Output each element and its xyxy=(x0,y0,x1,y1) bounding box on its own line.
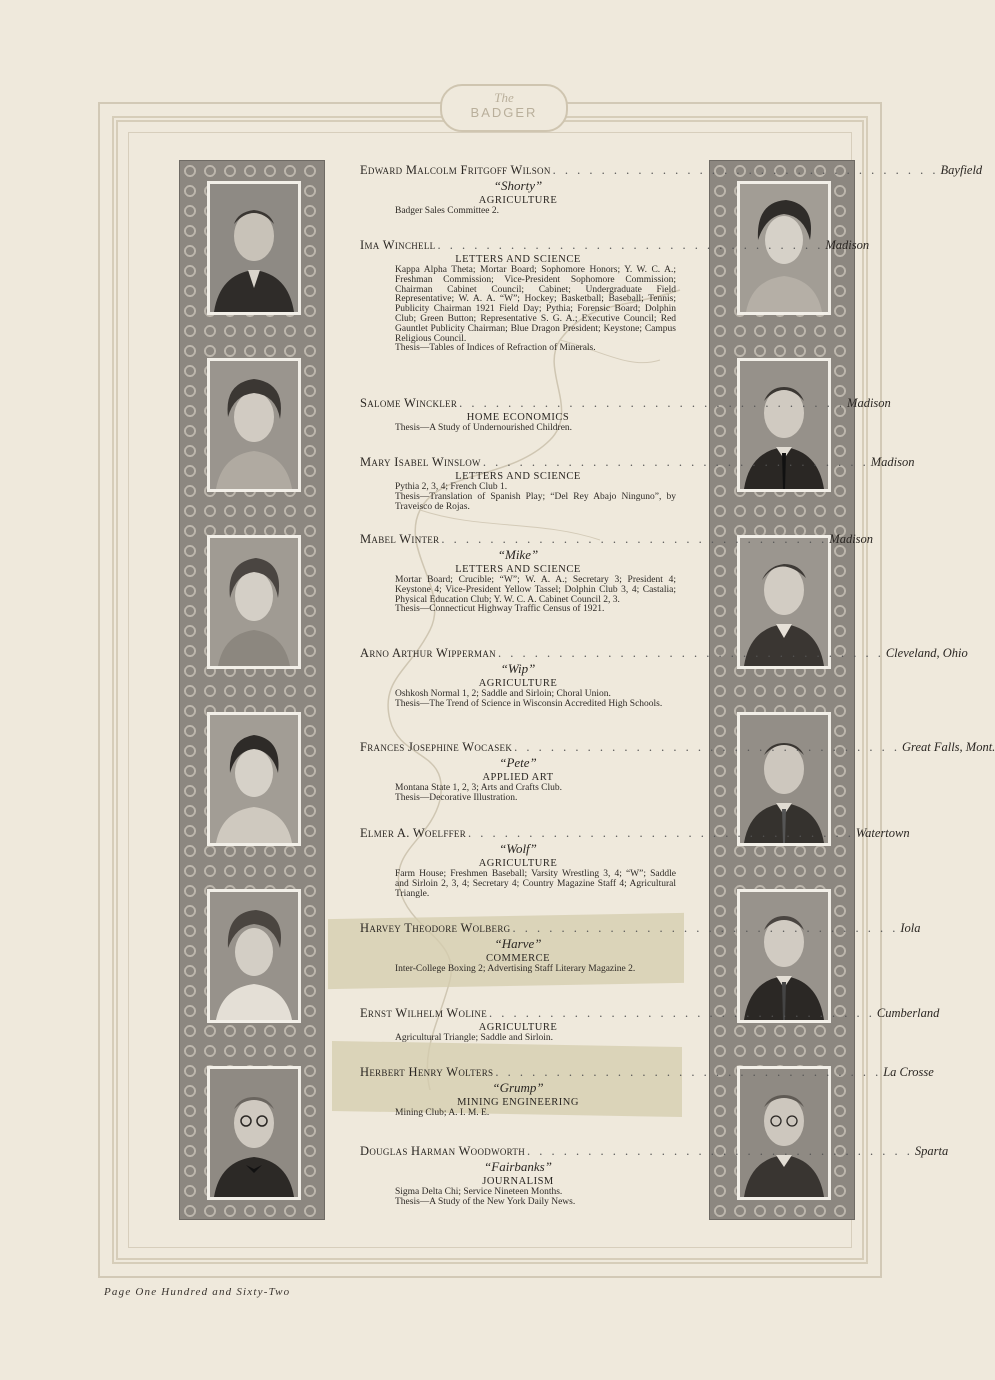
hometown: Cumberland xyxy=(876,1006,940,1020)
activity-line: Thesis—A Study of the New York Daily News. xyxy=(395,1196,576,1207)
portrait-photo xyxy=(737,889,831,1023)
course: AGRICULTURE xyxy=(478,678,558,689)
student-name: Douglas Harman Woodworth xyxy=(360,1144,526,1158)
leader-dots: . . . . . . . . . . . . . . . . . . . . . . . . . . . . . . . . xyxy=(468,826,854,840)
badger-header-logo xyxy=(440,84,568,132)
course: AGRICULTURE xyxy=(478,858,558,869)
student-name: Herbert Henry Wolters xyxy=(360,1065,494,1079)
leader-dots: . . . . . . . . . . . . . . . . . . . . . . . . . . . . . . . . xyxy=(441,532,828,546)
student-entry xyxy=(360,739,995,804)
student-entry xyxy=(360,1064,934,1119)
activities xyxy=(395,1188,676,1208)
student-entry xyxy=(360,531,874,615)
activities xyxy=(395,1034,676,1044)
course: LETTERS AND SCIENCE xyxy=(455,254,581,265)
activity-line: Thesis—Tables of Indices of Refraction of Minerals. xyxy=(395,343,596,354)
hometown: Cleveland, Ohio xyxy=(885,646,968,660)
activity-line: Kappa Alpha Theta; Mortar Board; Sophomore Honors; Y. W. C. A.; Freshman Commission; Vice-President Sophomore Commission; Chairman Cabinet Council; Cabinet; Undergraduate Field Representative; W. A. A. “W”; Hockey; Basketball; Baseball; Tennis; Publicity Chairman 1921 Field Day; Pythia; Forensic Board; Dolphin Club; Green Button; Representative S. G. A.; Executive Council; Red Gauntlet Publicity Chairman; Blue Dragon President; Keystone; Campus Religious Council. xyxy=(395,265,676,344)
activities xyxy=(395,1109,676,1119)
leader-dots: . . . . . . . . . . . . . . . . . . . . . . . . . . . . . . . . xyxy=(437,238,824,252)
activity-line: Sigma Delta Chi; Service Nineteen Months. xyxy=(395,1187,563,1197)
activity-line: Agricultural Triangle; Saddle and Sirloin. xyxy=(395,1033,554,1043)
nickname: “Grump” xyxy=(492,1080,544,1095)
course: AGRICULTURE xyxy=(478,195,558,206)
nickname: “Mike” xyxy=(497,547,539,562)
name-line xyxy=(360,1064,934,1080)
activity-line: Thesis—A Study of Undernourished Children. xyxy=(395,423,573,433)
nickname: “Wolf” xyxy=(499,841,537,856)
nickname: “Pete” xyxy=(499,755,537,770)
student-name: Edward Malcolm Fritgoff Wilson xyxy=(360,163,551,177)
course: AGRICULTURE xyxy=(478,1022,558,1033)
nickname: “Shorty” xyxy=(493,178,543,193)
student-entry xyxy=(360,395,891,434)
activity-line: Badger Sales Committee 2. xyxy=(395,206,499,216)
activity-line: Mortar Board; Crucible; “W”; W. A. A.; Secretary 3; President 4; Keystone 4; Vice-President Yellow Tassel; Dolphin Club 3, 4; Castalia; Physical Education Club; Y. W. C. A. Cabinet Council 2, 3. xyxy=(395,575,676,605)
student-entry xyxy=(360,162,983,217)
hometown: Madison xyxy=(829,532,874,546)
student-name: Harvey Theodore Wolberg xyxy=(360,921,511,935)
activity-line: Oshkosh Normal 1, 2; Saddle and Sirloin; Choral Union. xyxy=(395,689,611,699)
hometown: Great Falls, Mont. xyxy=(902,740,995,754)
activity-line: Thesis—Translation of Spanish Play; “Del Rey Abajo Ninguno”, by Traveisco de Rojas. xyxy=(395,491,676,512)
activities xyxy=(395,784,676,804)
portrait-photo xyxy=(207,712,301,846)
logo-the: The xyxy=(494,90,514,105)
leader-dots: . . . . . . . . . . . . . . . . . . . . . . . . . . . . . . . . xyxy=(552,163,939,177)
leader-dots: . . . . . . . . . . . . . . . . . . . . . . . . . . . . . . . . xyxy=(495,1065,882,1079)
name-line xyxy=(360,645,968,661)
hometown: Madison xyxy=(825,238,870,252)
activity-line: Pythia 2, 3, 4; French Club 1. xyxy=(395,482,508,492)
student-entry xyxy=(360,1143,949,1208)
leader-dots: . . . . . . . . . . . . . . . . . . . . . . . . . . . . . . . . xyxy=(482,455,869,469)
hometown: Madison xyxy=(870,455,915,469)
student-entry xyxy=(360,920,921,975)
activity-line: Thesis—The Trend of Science in Wisconsin Accredited High Schools. xyxy=(395,698,663,709)
student-name: Ernst Wilhelm Woline xyxy=(360,1006,488,1020)
activities xyxy=(395,690,676,710)
name-line xyxy=(360,162,983,178)
hometown: La Crosse xyxy=(883,1065,934,1079)
student-entry xyxy=(360,1005,940,1044)
leader-dots: . . . . . . . . . . . . . . . . . . . . . . . . . . . . . . . . xyxy=(497,646,884,660)
hometown: Madison xyxy=(847,396,891,410)
nickname: “Wip” xyxy=(500,661,536,676)
leader-dots: . . . . . . . . . . . . . . . . . . . . . . . . . . . . . . . . xyxy=(512,921,899,935)
nickname: “Fairbanks” xyxy=(484,1159,552,1174)
activity-line: Farm House; Freshmen Baseball; Varsity Wrestling 3, 4; “W”; Saddle and Sirloin 2, 3, 4; Secretary 4; Country Magazine Staff 4; Agricultural Triangle. xyxy=(395,869,676,899)
hometown: Sparta xyxy=(914,1144,949,1158)
student-name: Elmer A. Woelffer xyxy=(360,826,467,840)
leader-dots: . . . . . . . . . . . . . . . . . . . . . . . . . . . . . . . . xyxy=(514,740,901,754)
name-line xyxy=(360,920,921,936)
nickname: “Harve” xyxy=(494,936,542,951)
portrait-photo xyxy=(737,1066,831,1200)
student-entry xyxy=(360,825,910,899)
course: LETTERS AND SCIENCE xyxy=(455,471,581,482)
activity-line: Montana State 1, 2, 3; Arts and Crafts Club. xyxy=(395,783,563,793)
student-name: Salome Winckler xyxy=(360,396,458,410)
portrait-photo xyxy=(207,1066,301,1200)
leader-dots: . . . . . . . . . . . . . . . . . . . . . . . . . . . . . . . . xyxy=(527,1144,913,1158)
hometown: Watertown xyxy=(855,826,910,840)
activities xyxy=(395,266,676,354)
name-line xyxy=(360,825,910,841)
student-name: Mabel Winter xyxy=(360,532,440,546)
student-entry xyxy=(360,237,870,354)
student-name: Mary Isabel Winslow xyxy=(360,455,481,469)
activity-line: Mining Club; A. I. M. E. xyxy=(395,1108,490,1118)
activities xyxy=(395,424,676,434)
name-line xyxy=(360,237,870,253)
name-line xyxy=(360,454,915,470)
activities xyxy=(395,576,676,615)
activities xyxy=(395,870,676,899)
activity-line: Thesis—Connecticut Highway Traffic Census of 1921. xyxy=(395,604,605,615)
course: HOME ECONOMICS xyxy=(466,412,570,423)
activities xyxy=(395,483,676,512)
course: APPLIED ART xyxy=(482,772,554,783)
activities xyxy=(395,207,676,217)
student-name: Frances Josephine Wocasek xyxy=(360,740,513,754)
portrait-photo xyxy=(737,358,831,492)
name-line xyxy=(360,1005,940,1021)
hometown: Iola xyxy=(900,921,921,935)
portrait-photo xyxy=(207,358,301,492)
student-entry xyxy=(360,645,968,710)
course: JOURNALISM xyxy=(482,1176,554,1187)
name-line xyxy=(360,739,995,755)
page-footer: Page One Hundred and Sixty-Two xyxy=(104,1286,291,1298)
activity-line: Thesis—Decorative Illustration. xyxy=(395,792,518,803)
name-line xyxy=(360,395,891,411)
course: COMMERCE xyxy=(485,953,551,964)
leader-dots: . . . . . . . . . . . . . . . . . . . . . . . . . . . . . . . . xyxy=(459,396,846,410)
student-entry xyxy=(360,454,915,512)
name-line xyxy=(360,531,874,547)
hometown: Bayfield xyxy=(940,163,983,177)
leader-dots: . . . . . . . . . . . . . . . . . . . . . . . . . . . . . . . . xyxy=(489,1006,875,1020)
name-line xyxy=(360,1143,949,1159)
course: MINING ENGINEERING xyxy=(457,1097,579,1108)
activities xyxy=(395,965,676,975)
portrait-photo xyxy=(207,181,301,315)
portrait-photo xyxy=(207,535,301,669)
student-name: Arno Arthur Wipperman xyxy=(360,646,496,660)
right-photo-column xyxy=(709,160,855,1220)
left-photo-column xyxy=(179,160,325,1220)
activity-line: Inter-College Boxing 2; Advertising Staff Literary Magazine 2. xyxy=(395,964,636,974)
portrait-photo xyxy=(207,889,301,1023)
course: LETTERS AND SCIENCE xyxy=(455,564,581,575)
logo-badger: BADGER xyxy=(470,105,538,120)
student-name: Ima Winchell xyxy=(360,238,436,252)
